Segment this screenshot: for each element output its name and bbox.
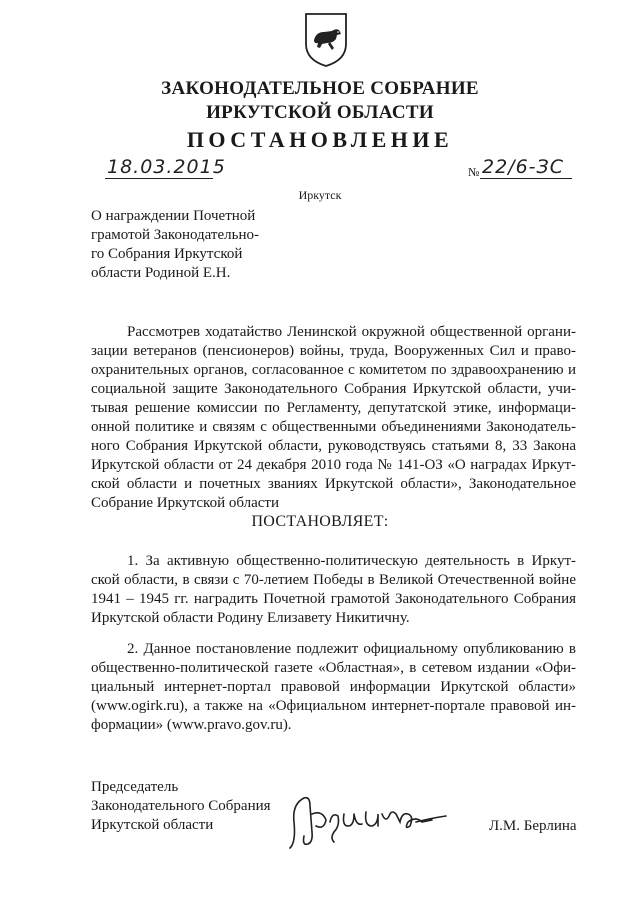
item-2-line: формации» (www.pravo.gov.ru). — [91, 717, 292, 733]
subject-line: го Собрания Иркутской — [91, 246, 243, 262]
item-1-line: 1. За активную общественно-политическую деятельность в Иркут- — [127, 553, 576, 569]
item-1-line: ской области, в связи с 70-летием Победы в Великой Отечественной войне — [91, 572, 576, 588]
signer-name: Л.М. Берлина — [489, 818, 577, 834]
item-1-line: 1941 – 1945 гг. наградить Почетной грамотой Законодательного Собрания — [91, 591, 576, 607]
preamble-line: Рассмотрев ходатайство Ленинской окружной общественной органи- — [127, 324, 576, 340]
date-underline — [105, 178, 213, 179]
item-2-line: общественно-политической газете «Областная», в сетевом издании «Офи- — [91, 660, 576, 676]
preamble-line: Собрание Иркутской области — [91, 495, 280, 511]
subject-line: области Родиной Е.Н. — [91, 265, 231, 281]
coat-of-arms-icon — [302, 10, 350, 68]
preamble-line: ного Собрания Иркутской области, руководствуясь статьями 8, 33 Закона — [91, 438, 576, 454]
document-subject — [91, 207, 275, 283]
org-name-line2: ИРКУТСКОЙ ОБЛАСТИ — [206, 102, 434, 123]
decree-heading: ПОСТАНОВЛЯЕТ: — [251, 513, 389, 530]
number-prefix: № — [468, 165, 480, 179]
preamble-line: ской области и почетных званиях Иркутской области», Законодательное — [91, 476, 576, 492]
item-1-paragraph — [91, 552, 576, 628]
preamble-line: социальной защите Законодательного Собрания Иркутской области, учи- — [91, 381, 576, 397]
preamble-line: Иркутской области от 24 декабря 2010 года № 141-ОЗ «О наградах Иркут- — [91, 457, 576, 473]
preamble-paragraph — [91, 323, 576, 513]
number-underline — [480, 178, 572, 179]
handwritten-signature — [282, 792, 477, 852]
item-2-line: циальный интернет-портал правовой информации Иркутской области» — [91, 679, 576, 695]
preamble-line: онной политике и связям с общественными объединениями Законодатель- — [91, 419, 576, 435]
document-city: Иркутск — [298, 188, 342, 202]
document-type-title: ПОСТАНОВЛЕНИЕ — [186, 127, 454, 152]
item-2-line: 2. Данное постановление подлежит официальному опубликованию в — [127, 641, 576, 657]
preamble-line: зации ветеранов (пенсионеров) войны, труда, Вооруженных Сил и право- — [91, 343, 576, 359]
item-1-line: Иркутской области Родину Елизавету Никитичну. — [91, 610, 410, 626]
subject-line: грамотой Законодательно- — [91, 227, 259, 243]
org-name-line1: ЗАКОНОДАТЕЛЬНОЕ СОБРАНИЕ — [161, 78, 479, 99]
signer-position — [91, 778, 271, 835]
document-number: 22/6-ЗС — [482, 156, 564, 178]
preamble-line: тывая решение комиссии по Регламенту, депутатской этике, информаци- — [91, 400, 576, 416]
document-date: 18.03.2015 — [107, 156, 226, 178]
item-2-line: (www.ogirk.ru), а также на «Официальном интернет-портале правовой ин- — [91, 698, 576, 714]
subject-line: О награждении Почетной — [91, 208, 256, 224]
item-2-paragraph — [91, 640, 576, 735]
signer-position-line: Председатель — [91, 779, 179, 795]
signer-position-line: Законодательного Собрания — [91, 798, 271, 814]
preamble-line: охранительных органов, согласованное с комитетом по здравоохранению и — [91, 362, 576, 378]
signer-position-line: Иркутской области — [91, 817, 214, 833]
